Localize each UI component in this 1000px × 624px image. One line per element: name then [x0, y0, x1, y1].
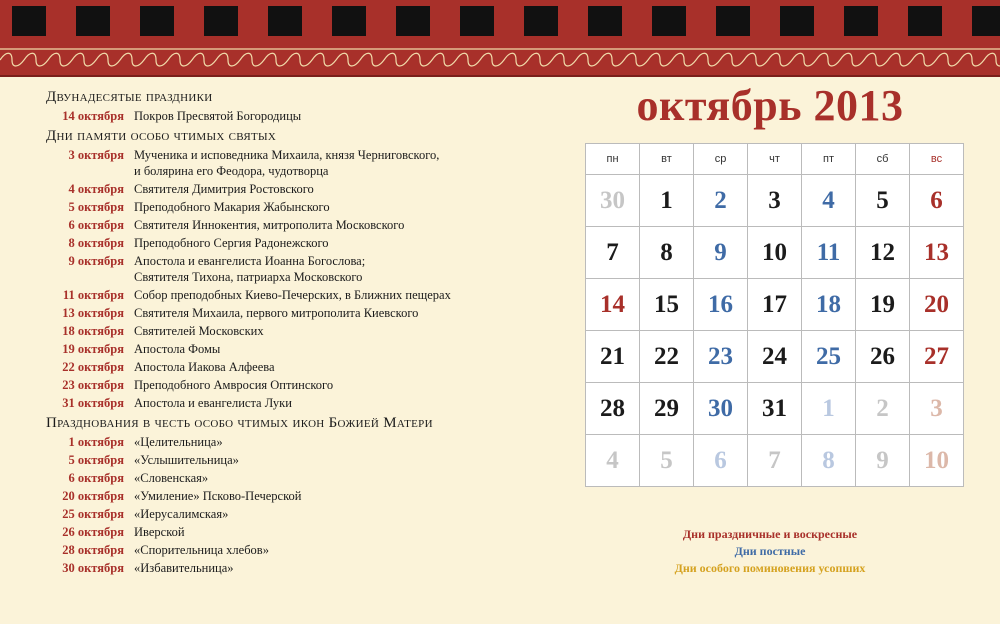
calendar-day: 2 [856, 383, 910, 435]
feast-row [46, 358, 566, 376]
calendar-day: 6 [694, 435, 748, 487]
feast-text: «Услышительница» [134, 453, 239, 467]
feast-row [46, 180, 566, 198]
binding-hole [76, 6, 110, 36]
calendar-day: 20 [910, 279, 964, 331]
month-title: октябрь 2013 [636, 81, 904, 130]
feast-date: 22 октября [62, 360, 124, 374]
feast-row [46, 234, 566, 252]
calendar-week [586, 383, 964, 435]
feast-text: Святителя Иннокентия, митрополита Московского [134, 218, 405, 232]
feast-date: 8 октября [68, 236, 124, 250]
feast-text: Святителя Михаила, первого митрополита Киевского [134, 306, 419, 320]
binding-hole [268, 6, 302, 36]
calendar-day: 30 [694, 383, 748, 435]
feast-row [46, 541, 566, 559]
feast-date: 31 октября [62, 396, 124, 410]
feast-row [46, 304, 566, 322]
feast-row [46, 286, 566, 304]
calendar-day: 6 [910, 175, 964, 227]
feast-text: Преподобного Макария Жабынского [134, 200, 330, 214]
feast-date: 4 октября [68, 182, 124, 196]
binding-hole [204, 6, 238, 36]
calendar-week [586, 175, 964, 227]
legend-fasting: Дни постные [734, 544, 806, 558]
feast-row [46, 433, 566, 451]
section-title: Двунадесятые праздники [46, 89, 213, 105]
feast-row [46, 147, 566, 179]
calendar-day: 8 [802, 435, 856, 487]
calendar-day: 24 [748, 331, 802, 383]
binding-hole [332, 6, 366, 36]
calendar-day: 30 [586, 175, 640, 227]
binding-hole [972, 6, 1000, 36]
feast-row [46, 198, 566, 216]
binding-hole [524, 6, 558, 36]
binding-hole [588, 6, 622, 36]
feast-date: 18 октября [62, 324, 124, 338]
feast-text: Апостола и евангелиста Иоанна Богослова; Святителя Тихона, патриарха Московского [134, 254, 366, 284]
calendar-day: 27 [910, 331, 964, 383]
calendar-day: 3 [910, 383, 964, 435]
binding-hole [460, 6, 494, 36]
feast-row [46, 253, 566, 285]
calendar-week [586, 279, 964, 331]
feast-text: Апостола Фомы [134, 342, 221, 356]
calendar-day: 23 [694, 331, 748, 383]
feast-date: 11 октября [62, 288, 124, 302]
calendar-day: 7 [586, 227, 640, 279]
feast-text: Апостола Иакова Алфеева [134, 360, 275, 374]
binding-hole [716, 6, 750, 36]
feast-date: 23 октября [62, 378, 124, 392]
feast-text: Преподобного Амвросия Оптинского [134, 378, 334, 392]
calendar-day: 28 [586, 383, 640, 435]
feast-date: 13 октября [62, 306, 124, 320]
feast-text: Иверской [134, 525, 185, 539]
calendar-day: 18 [802, 279, 856, 331]
binding-hole [780, 6, 814, 36]
feast-row [46, 394, 566, 412]
feast-row [46, 340, 566, 358]
weekday-header: вт [640, 144, 694, 175]
calendar-day: 5 [640, 435, 694, 487]
binding-hole [908, 6, 942, 36]
ornament-border [0, 48, 1000, 72]
calendar-day: 4 [586, 435, 640, 487]
calendar-day: 4 [802, 175, 856, 227]
binding-holes [0, 0, 1000, 42]
calendar-day: 7 [748, 435, 802, 487]
feast-text: Святителя Димитрия Ростовского [134, 182, 314, 196]
calendar-day: 10 [748, 227, 802, 279]
section-title: Дни памяти особо чтимых святых [46, 128, 277, 144]
feast-row [46, 523, 566, 541]
calendar-week [586, 331, 964, 383]
calendar-day: 1 [640, 175, 694, 227]
calendar-day: 1 [802, 383, 856, 435]
calendar-day: 3 [748, 175, 802, 227]
calendar-day: 2 [694, 175, 748, 227]
feast-text: «Иерусалимская» [134, 507, 229, 521]
feast-date: 3 октября [68, 148, 124, 162]
weekday-header: ср [694, 144, 748, 175]
legend-holidays: Дни праздничные и воскресные [682, 527, 858, 541]
weekday-header: пн [586, 144, 640, 175]
feast-date: 28 октября [62, 543, 124, 557]
binding-hole [396, 6, 430, 36]
feast-text: Покров Пресвятой Богородицы [134, 109, 302, 123]
calendar-day: 11 [802, 227, 856, 279]
feast-text: «Целительница» [134, 435, 223, 449]
weekday-header: чт [748, 144, 802, 175]
calendar-day: 26 [856, 331, 910, 383]
feast-date: 1 октября [68, 435, 124, 449]
feast-row [46, 559, 566, 577]
calendar-grid [585, 143, 964, 487]
binding-hole [12, 6, 46, 36]
weekday-header: вс [910, 144, 964, 175]
feast-text: Мученика и исповедника Михаила, князя Черниговского, и болярина его Феодора, чудотворца [134, 148, 440, 178]
feast-text: «Избавительница» [134, 561, 234, 575]
feast-date: 25 октября [62, 507, 124, 521]
feast-date: 5 октября [68, 200, 124, 214]
calendar-day: 12 [856, 227, 910, 279]
calendar-day: 10 [910, 435, 964, 487]
binding-hole [140, 6, 174, 36]
calendar-day: 8 [640, 227, 694, 279]
feast-text: «Умиление» Псково-Печерской [134, 489, 302, 503]
feast-date: 26 октября [62, 525, 124, 539]
calendar-day: 21 [586, 331, 640, 383]
feast-row [46, 505, 566, 523]
calendar-day: 25 [802, 331, 856, 383]
calendar-day: 31 [748, 383, 802, 435]
feast-date: 5 октября [68, 453, 124, 467]
feast-text: «Словенская» [134, 471, 209, 485]
calendar-day: 5 [856, 175, 910, 227]
calendar-day: 22 [640, 331, 694, 383]
feast-text: «Спорительница хлебов» [134, 543, 269, 557]
header-band [0, 0, 1000, 77]
feast-row [46, 451, 566, 469]
calendar-day: 9 [694, 227, 748, 279]
weekday-header: пт [802, 144, 856, 175]
feast-row [46, 322, 566, 340]
feast-date: 9 октября [68, 254, 124, 268]
calendar-day: 19 [856, 279, 910, 331]
feast-text: Преподобного Сергия Радонежского [134, 236, 329, 250]
legend [585, 526, 955, 577]
feast-row [46, 216, 566, 234]
calendar-week [586, 227, 964, 279]
feast-text: Собор преподобных Киево-Печерских, в Ближних пещерах [134, 288, 451, 302]
calendar-day: 15 [640, 279, 694, 331]
binding-hole [844, 6, 878, 36]
binding-hole [652, 6, 686, 36]
calendar-week [586, 435, 964, 487]
feast-date: 6 октября [68, 218, 124, 232]
weekday-header: сб [856, 144, 910, 175]
calendar-day: 14 [586, 279, 640, 331]
feasts-list [46, 88, 566, 577]
feast-date: 6 октября [68, 471, 124, 485]
feast-text: Апостола и евангелиста Луки [134, 396, 292, 410]
calendar-day: 13 [910, 227, 964, 279]
feast-row [46, 487, 566, 505]
feast-row [46, 376, 566, 394]
calendar-day: 17 [748, 279, 802, 331]
feast-date: 20 октября [62, 489, 124, 503]
section-title: Празднования в честь особо чтимых икон Божией Матери [46, 415, 433, 431]
calendar-day: 16 [694, 279, 748, 331]
feast-date: 14 октября [62, 109, 124, 123]
feast-date: 19 октября [62, 342, 124, 356]
legend-memorial: Дни особого поминовения усопших [674, 561, 866, 575]
feast-row [46, 107, 566, 125]
calendar-day: 29 [640, 383, 694, 435]
feast-date: 30 октября [62, 561, 124, 575]
feast-row [46, 469, 566, 487]
feast-text: Святителей Московских [134, 324, 264, 338]
calendar-day: 9 [856, 435, 910, 487]
